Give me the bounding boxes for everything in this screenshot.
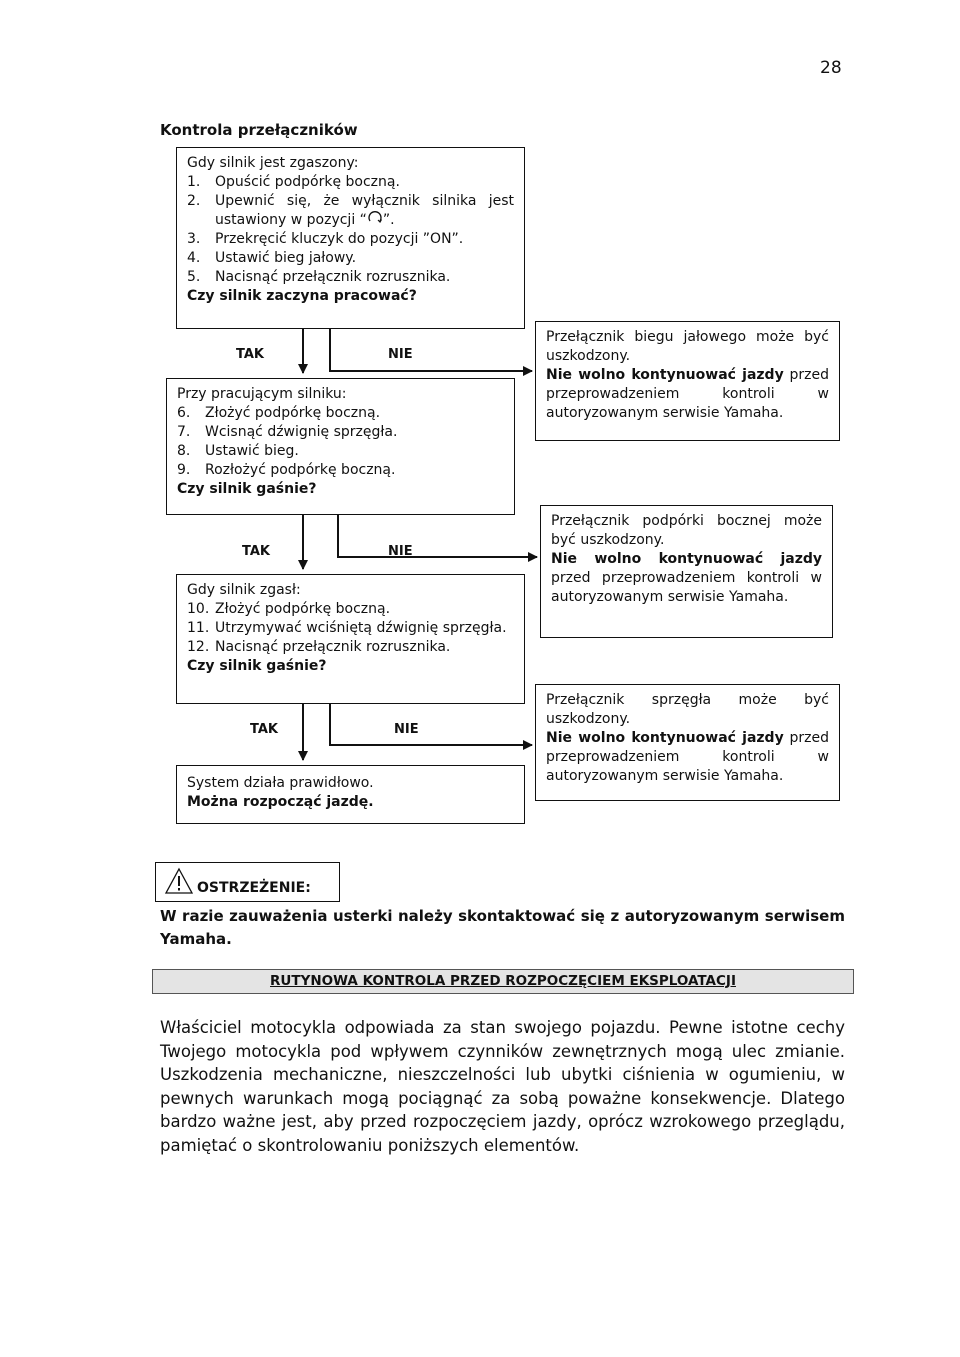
list-item: 1. Opuścić podpórkę boczną.: [187, 174, 400, 190]
list-item: 10. Złożyć podpórkę boczną.: [187, 601, 391, 617]
list-item: 11. Utrzymywać wciśniętą dźwignię sprzęgła.: [187, 620, 507, 636]
label-no-2: NIE: [388, 544, 413, 559]
body-paragraph: Właściciel motocykla odpowiada za stan swojego pojazdu. Pewne istotne cechy Twojego motocykla pod wpływem czynników zewnętrznych mogą ulec zmianie. Uszkodzenia mechaniczne, nieszczelności lub ubytki ciśnienia w ogumieniu, w pewnych warunkach mogą pociągnąć za sobą poważne konsekwencje. Dlatego bardzo ważne jest, aby przed rozpoczęciem jazdy, oprócz wzrokowego przeglądu, pamiętać o skontrolowaniu poniższych elementów.: [160, 1018, 845, 1155]
label-yes-3: TAK: [250, 722, 278, 737]
list-item: 4. Ustawić bieg jałowy.: [187, 250, 357, 266]
section-title: Kontrola przełączników: [160, 121, 358, 139]
box-intro: Przy pracującym silniku:: [177, 386, 347, 402]
label-no-3: NIE: [394, 722, 419, 737]
box-intro: Gdy silnik jest zgaszony:: [187, 155, 359, 171]
box-intro: Gdy silnik zgasł:: [187, 582, 301, 598]
side-box-clutch-switch: Przełącznik sprzęgła może być uszkodzony. Nie wolno kontynuować jazdy przed przeprowadzeniem kontroli w autoryzowanym serwisie Yamaha.: [535, 684, 840, 801]
box-question: Czy silnik zaczyna pracować?: [187, 288, 417, 304]
arrow-no-3: [330, 703, 532, 745]
label-yes-2: TAK: [242, 544, 270, 559]
step-box-engine-off: [176, 147, 525, 329]
result-line: System działa prawidłowo.: [187, 775, 374, 791]
list-item: 6. Złożyć podpórkę boczną.: [177, 405, 381, 421]
label-yes-1: TAK: [236, 347, 264, 362]
list-item: 12. Nacisnąć przełącznik rozrusznika.: [187, 639, 451, 655]
list-item: 8. Ustawić bieg.: [177, 443, 299, 459]
label-no-1: NIE: [388, 347, 413, 362]
warning-label: OSTRZEŻENIE:: [197, 880, 311, 896]
list-item: 9. Rozłożyć podpórkę boczną.: [177, 462, 396, 478]
engine-stop-switch-icon: [367, 211, 383, 225]
step-box-engine-stopped: [176, 574, 525, 704]
section-header-bar: RUTYNOWA KONTROLA PRZED ROZPOCZĘCIEM EKSPLOATACJI: [152, 969, 854, 994]
warning-triangle-icon: [164, 867, 194, 895]
warning-text: W razie zauważenia usterki należy skontaktować się z autoryzowanym serwisem Yamaha.: [160, 907, 845, 948]
arrow-no-1: [330, 328, 532, 371]
step-box-engine-running: [166, 378, 515, 515]
side-box-neutral-switch: Przełącznik biegu jałowego może być uszkodzony. Nie wolno kontynuować jazdy przed przeprowadzeniem kontroli w autoryzowanym serwisie Yamaha.: [535, 321, 840, 441]
list-item: 7. Wcisnąć dźwignię sprzęgła.: [177, 424, 398, 440]
result-box-ok: [176, 765, 525, 824]
box-question: Czy silnik gaśnie?: [177, 481, 317, 497]
side-box-sidestand-switch: Przełącznik podpórki bocznej może być uszkodzony. Nie wolno kontynuować jazdy przed przeprowadzeniem kontroli w autoryzowanym serwisie Yamaha.: [540, 505, 833, 638]
result-line-bold: Można rozpocząć jazdę.: [187, 794, 374, 810]
box-question: Czy silnik gaśnie?: [187, 658, 327, 674]
list-item: 3. Przekręcić kluczyk do pozycji ”ON”.: [187, 231, 464, 247]
list-item: 2. Upewnić się, że wyłącznik silnika jest ustawiony w pozycji “ ”.: [187, 193, 514, 228]
arrow-no-2: [338, 515, 537, 557]
page-number: 28: [820, 58, 842, 78]
list-item: 5. Nacisnąć przełącznik rozrusznika.: [187, 269, 451, 285]
